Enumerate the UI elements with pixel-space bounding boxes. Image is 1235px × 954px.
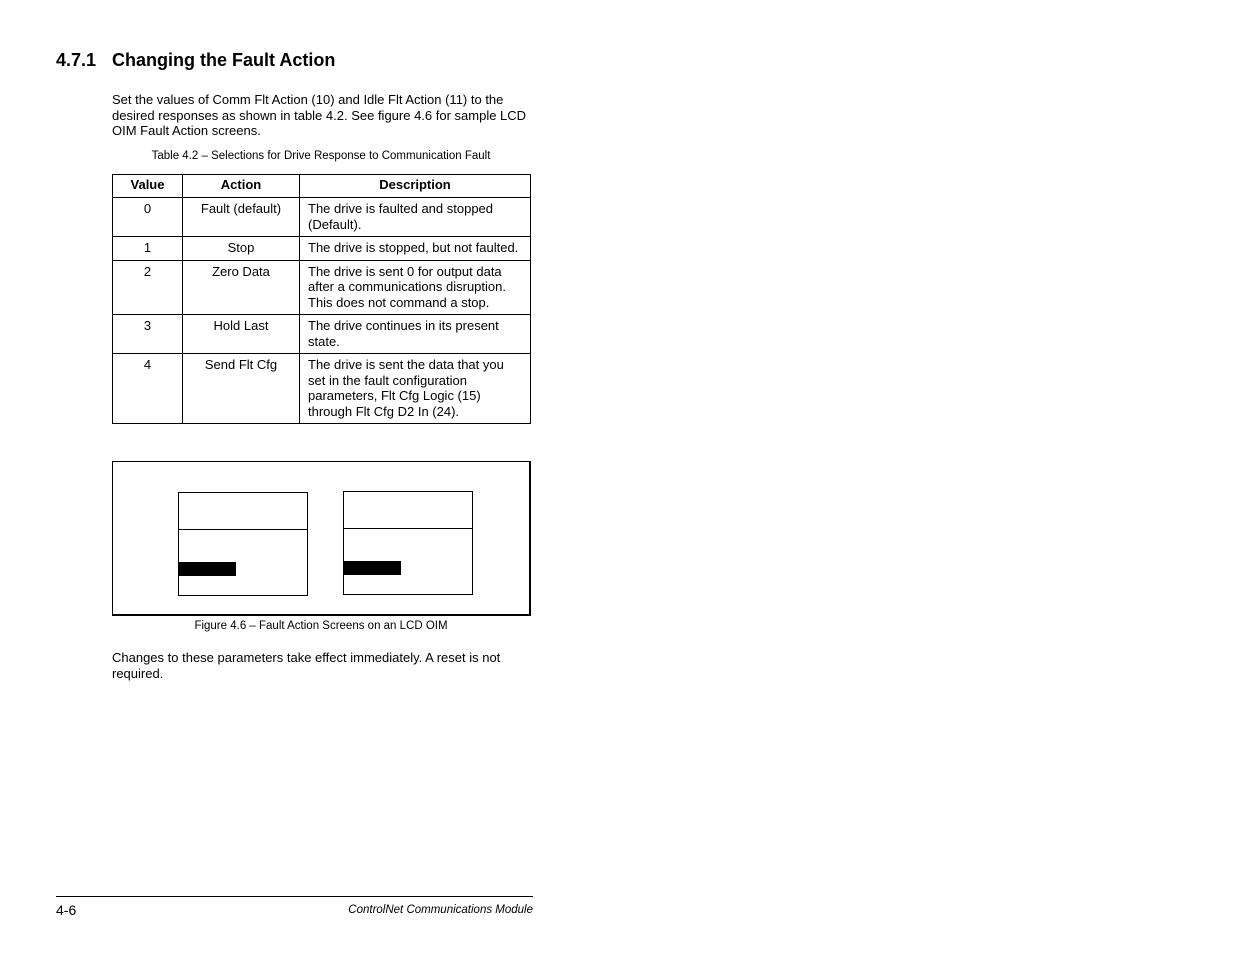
screen-divider bbox=[344, 528, 472, 529]
figure-caption: Figure 4.6 – Fault Action Screens on an LCD OIM bbox=[194, 620, 448, 632]
footer-divider bbox=[56, 896, 533, 897]
table-caption: Table 4.2 – Selections for Drive Response to Communication Fault bbox=[151, 150, 491, 162]
cell-value: 4 bbox=[113, 354, 183, 424]
cell-description: The drive is sent the data that you set in the fault configuration parameters, Flt Cfg Logic (15) through Flt Cfg D2 In (24). bbox=[300, 354, 531, 424]
table-row bbox=[113, 198, 531, 237]
header-action: Action bbox=[183, 175, 300, 198]
cell-value: 2 bbox=[113, 260, 183, 315]
cell-description: The drive is stopped, but not faulted. bbox=[300, 237, 531, 261]
cell-description: The drive continues in its present state. bbox=[300, 315, 531, 354]
cell-value: 1 bbox=[113, 237, 183, 261]
cell-value: 0 bbox=[113, 198, 183, 237]
table-header-row bbox=[113, 175, 531, 198]
table-row bbox=[113, 354, 531, 424]
cell-action: Hold Last bbox=[183, 315, 300, 354]
cell-action: Fault (default) bbox=[183, 198, 300, 237]
cell-value: 3 bbox=[113, 315, 183, 354]
intro-paragraph: Set the values of Comm Flt Action (10) and Idle Flt Action (11) to the desired responses as shown in table 4.2. See figure 4.6 for sample LCD OIM Fault Action screens. bbox=[112, 92, 527, 138]
screen-divider bbox=[179, 529, 307, 530]
section-title: Changing the Fault Action bbox=[112, 50, 336, 70]
table-row bbox=[113, 260, 531, 315]
header-description: Description bbox=[300, 175, 531, 198]
lcd-screen-idle-flt-action bbox=[343, 491, 473, 595]
closing-paragraph: Changes to these parameters take effect immediately. A reset is not required. bbox=[112, 650, 501, 681]
selection-highlight bbox=[344, 561, 401, 575]
header-value: Value bbox=[113, 175, 183, 198]
response-table bbox=[112, 174, 531, 424]
cell-description: The drive is faulted and stopped (Default). bbox=[300, 198, 531, 237]
page-number: 4-6 bbox=[56, 902, 77, 918]
figure-frame bbox=[112, 461, 531, 616]
section-number: 4.7.1 bbox=[56, 50, 97, 70]
cell-action: Zero Data bbox=[183, 260, 300, 315]
cell-action: Stop bbox=[183, 237, 300, 261]
document-title: ControlNet Communications Module bbox=[348, 904, 533, 916]
selection-highlight bbox=[179, 562, 236, 576]
table-row bbox=[113, 237, 531, 261]
cell-description: The drive is sent 0 for output data after a communications disruption. This does not command a stop. bbox=[300, 260, 531, 315]
lcd-screen-comm-flt-action bbox=[178, 492, 308, 596]
section-heading bbox=[56, 50, 335, 71]
table-row bbox=[113, 315, 531, 354]
cell-action: Send Flt Cfg bbox=[183, 354, 300, 424]
